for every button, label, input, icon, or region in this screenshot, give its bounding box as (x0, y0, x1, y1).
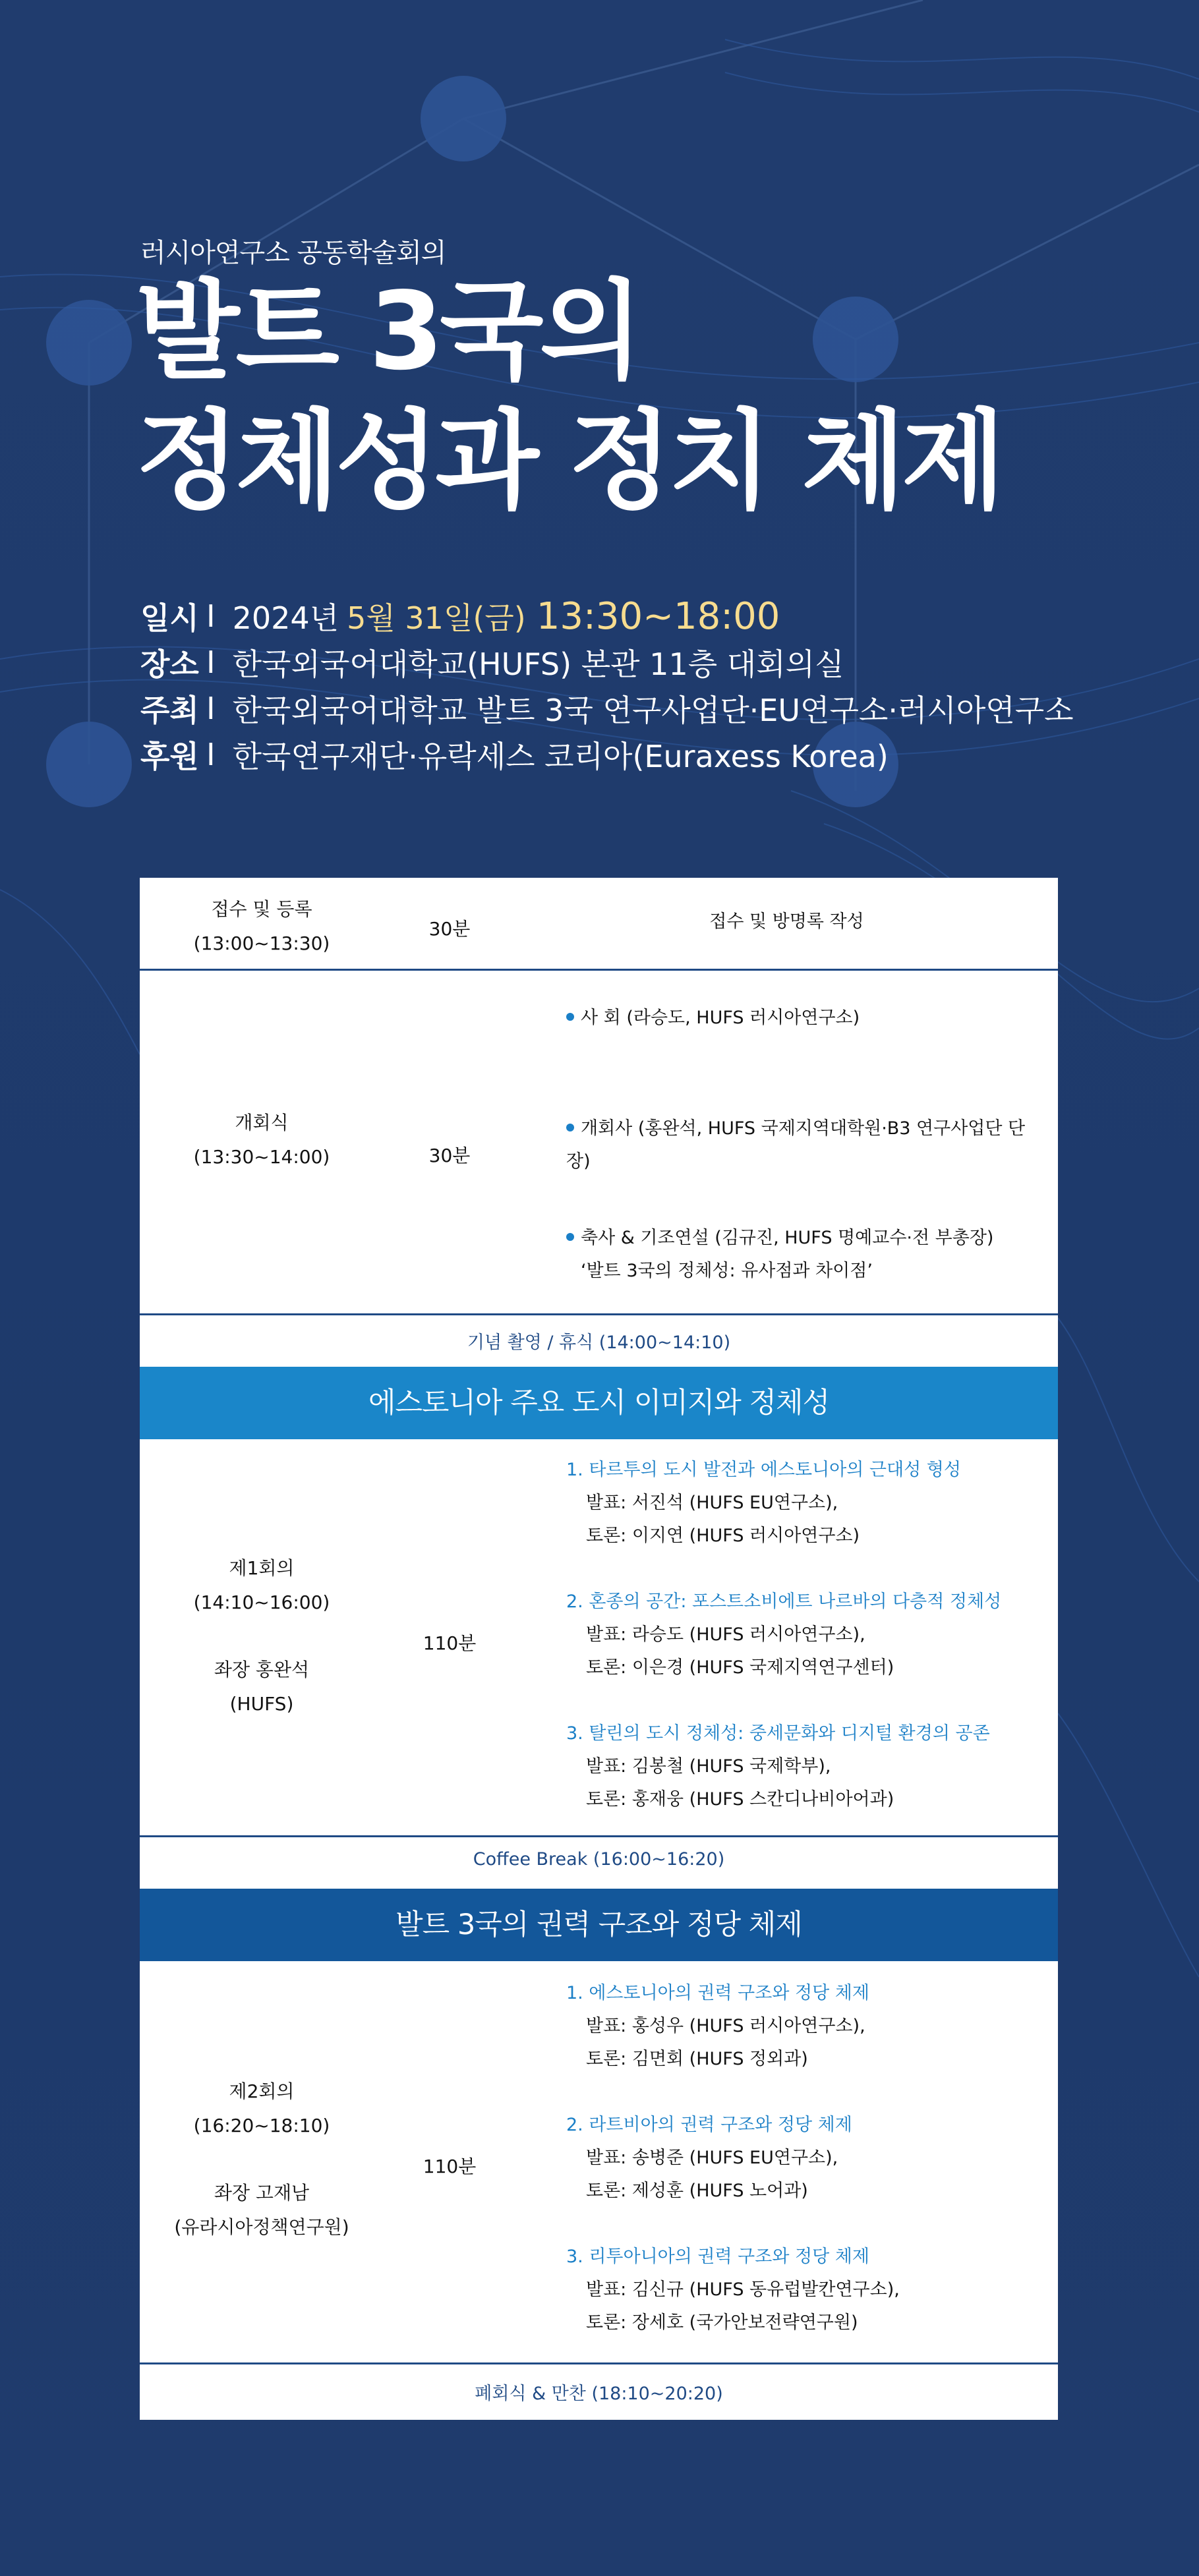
talk-discussant: 토론: 홍재웅 (HUFS 스칸디나비아어과) (586, 1789, 894, 1810)
session1-cell (140, 1551, 384, 1721)
talk-title: 2. 혼종의 공간: 포스트소비에트 나르바의 다층적 정체성 (566, 1591, 1002, 1612)
session1-title: 제1회의 (229, 1557, 295, 1579)
event-title (136, 267, 1001, 527)
registration-desc: 접수 및 방명록 작성 (709, 911, 864, 932)
registration-title: 접수 및 등록 (211, 898, 312, 920)
bullet-icon (566, 1013, 574, 1021)
keynote-title: ‘발트 3국의 정체성: 유사점과 차이점’ (581, 1261, 873, 1281)
talk-presenter: 발표: 홍성우 (HUFS 러시아연구소), (586, 2016, 865, 2036)
session1-chair: 좌장 홍완석 (214, 1659, 310, 1680)
talk-title: 3. 탈린의 도시 정체성: 중세문화와 디지털 환경의 공존 (566, 1723, 990, 1744)
talk-discussant: 토론: 제성훈 (HUFS 노어과) (586, 2181, 808, 2201)
opening-item-1 (566, 1002, 1041, 1035)
talk-title: 1. 타르투의 도시 발전과 에스토니아의 근대성 형성 (566, 1460, 961, 1480)
program-table (140, 878, 1058, 2420)
talk-discussant: 토론: 장세호 (국가안보전략연구원) (586, 2312, 858, 2333)
session2-duration: 110분 (423, 2156, 477, 2177)
bullet-icon (566, 1233, 574, 1241)
info-date (140, 593, 1074, 639)
spacer (140, 1620, 384, 1653)
talk-presenter: 발표: 서진석 (HUFS EU연구소), (586, 1493, 838, 1513)
spacer (140, 2143, 384, 2176)
talk-presenter: 발표: 라승도 (HUFS 러시아연구소), (586, 1624, 865, 1645)
session1-time: (14:10~16:00) (193, 1591, 330, 1613)
date-month-day: 5월 31일(금) (347, 600, 526, 636)
opening-title: 개회식 (235, 1112, 289, 1133)
coffee-break: Coffee Break (16:00~16:20) (473, 1849, 725, 1870)
session2-chair: 좌장 고재남 (214, 2182, 310, 2204)
separator: I (206, 598, 216, 634)
session2-talk-1 (566, 1977, 1041, 2076)
session1-talk-1 (566, 1454, 1041, 1553)
closing-ceremony: 폐회식 & 만찬 (18:10~20:20) (475, 2384, 723, 2404)
talk-discussant: 토론: 김면회 (HUFS 정외과) (586, 2049, 808, 2069)
separator: I (206, 691, 216, 726)
session1-chair-org: (HUFS) (229, 1693, 294, 1715)
sponsor-label: 후원 (140, 739, 199, 774)
title-line-1: 발트 3국의 (136, 270, 639, 394)
place-label: 장소 (140, 646, 199, 682)
opening-item-2 (566, 1112, 1041, 1178)
sponsor-value: 한국연구재단·유락세스 코리아(Euraxess Korea) (232, 739, 889, 774)
opening-item-text: 개회사 (홍완석, HUFS 국제지역대학원·B3 연구사업단 단장) (566, 1118, 1026, 1172)
talk-presenter: 발표: 김신규 (HUFS 동유럽발칸연구소), (586, 2279, 900, 2300)
opening-time: (13:30~14:00) (193, 1146, 330, 1168)
talk-presenter: 발표: 김봉철 (HUFS 국제학부), (586, 1756, 831, 1777)
opening-duration: 30분 (428, 1145, 471, 1166)
date-year: 2024년 (232, 600, 339, 636)
talk-title: 2. 라트비아의 권력 구조와 정당 체제 (566, 2115, 852, 2135)
separator: I (206, 737, 216, 772)
title-line-2: 정체성과 정치 체제 (136, 399, 1002, 524)
host-label: 주최 (140, 693, 199, 728)
info-host (140, 685, 1074, 731)
date-label: 일시 (140, 600, 199, 636)
talk-discussant: 토론: 이지연 (HUFS 러시아연구소) (586, 1526, 860, 1546)
info-place (140, 639, 1074, 685)
info-sponsor (140, 731, 1074, 778)
session2-talk-2 (566, 2109, 1041, 2208)
session1-talk-2 (566, 1586, 1041, 1684)
date-time: 13:30~18:00 (536, 594, 780, 638)
talk-title: 3. 리투아니아의 권력 구조와 정당 체제 (566, 2247, 869, 2267)
host-value: 한국외국어대학교 발트 3국 연구사업단·EU연구소·러시아연구소 (232, 693, 1074, 728)
separator: I (206, 644, 216, 680)
talk-presenter: 발표: 송병준 (HUFS EU연구소), (586, 2148, 838, 2168)
break-photo: 기념 촬영 / 휴식 (14:00~14:10) (467, 1332, 731, 1353)
talk-title: 1. 에스토니아의 권력 구조와 정당 체제 (566, 1983, 869, 2003)
opening-item-text: 축사 & 기조연설 (김규진, HUFS 명예교수·전 부총장) (581, 1228, 994, 1248)
opening-cell (140, 1106, 384, 1174)
row-divider (140, 2362, 1058, 2364)
bullet-icon (566, 1124, 574, 1131)
session2-chair-org: (유라시아정책연구원) (174, 2216, 349, 2238)
talk-discussant: 토론: 이은경 (HUFS 국제지역연구센터) (586, 1657, 894, 1678)
registration-duration: 30분 (428, 918, 471, 940)
session2-cell (140, 2075, 384, 2245)
row-divider (140, 1835, 1058, 1837)
session1-duration: 110분 (423, 1632, 477, 1654)
session1-talk-3 (566, 1717, 1041, 1816)
session2-talk-3 (566, 2241, 1041, 2339)
session2-time: (16:20~18:10) (193, 2115, 330, 2136)
session2-band: 발트 3국의 권력 구조와 정당 체제 (140, 1889, 1058, 1961)
registration-cell (140, 892, 384, 961)
place-value: 한국외국어대학교(HUFS) 본관 11층 대회의실 (232, 646, 844, 682)
session1-band: 에스토니아 주요 도시 이미지와 정체성 (140, 1367, 1058, 1439)
opening-item-text: 사 회 (라승도, HUFS 러시아연구소) (581, 1008, 860, 1028)
event-subtitle: 러시아연구소 공동학술회의 (140, 238, 446, 268)
event-info (140, 593, 1074, 778)
registration-time: (13:00~13:30) (193, 932, 330, 954)
opening-item-3 (566, 1222, 1041, 1255)
session2-title: 제2회의 (229, 2080, 295, 2102)
row-divider (140, 1313, 1058, 1315)
row-divider (140, 969, 1058, 971)
